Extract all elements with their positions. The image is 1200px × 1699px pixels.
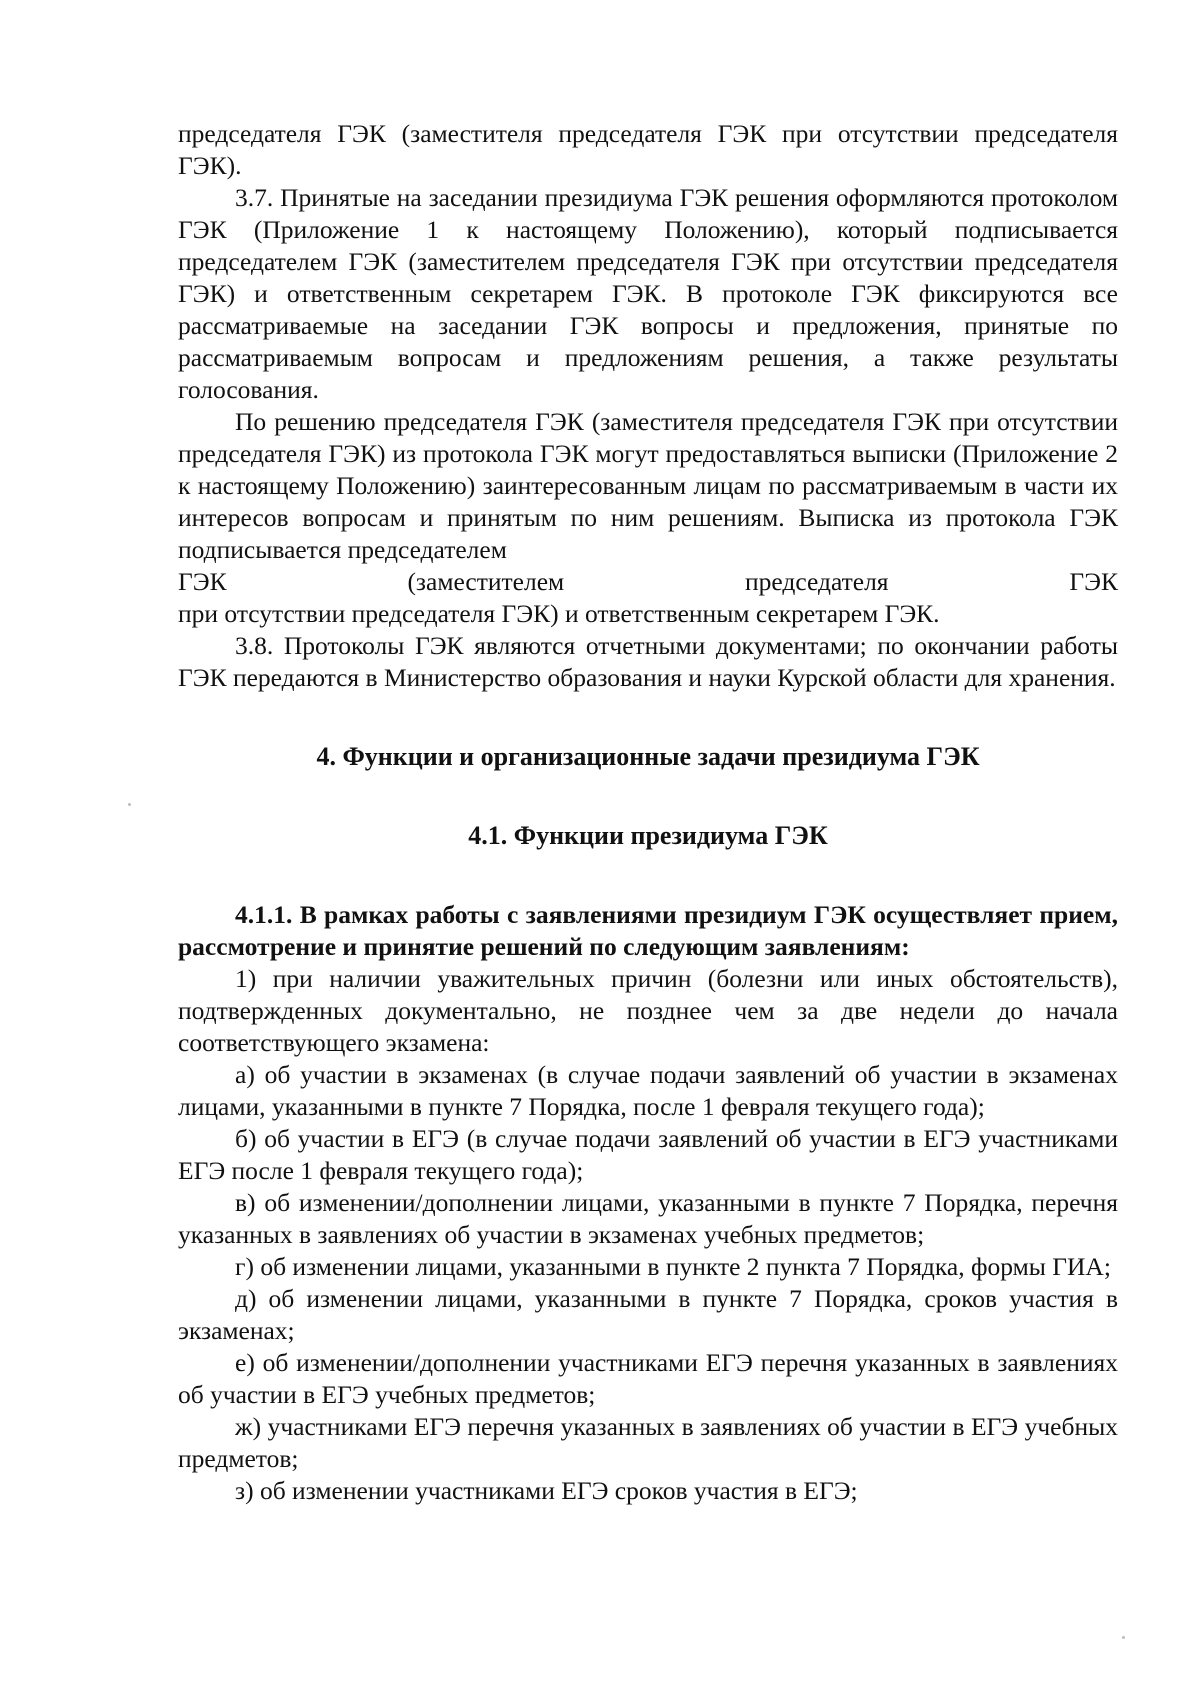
spread-word-3: председателя <box>745 567 889 596</box>
list-item-a: а) об участии в экзаменах (в случае подачи заявлений об участии в экзаменах лицами, указанными в пункте 7 Порядка, после 1 февраля текущего года); <box>178 1060 1118 1121</box>
section-title: 4. Функции и организационные задачи президиума ГЭК <box>316 742 980 771</box>
spread-line <box>178 566 1118 598</box>
paragraph-extracts-end: при отсутствии председателя ГЭК) и ответственным секретарем ГЭК. <box>178 599 940 628</box>
list-item-g: г) об изменении лицами, указанными в пункте 2 пункта 7 Порядка, формы ГИА; <box>235 1252 1111 1281</box>
list-item-zh: ж) участниками ЕГЭ перечня указанных в заявлениях об участии в ЕГЭ учебных предметов; <box>178 1412 1118 1473</box>
list-item-d: д) об изменении лицами, указанными в пункте 7 Порядка, сроков участия в экзаменах; <box>178 1284 1118 1345</box>
paragraph-3-7: 3.7. Принятые на заседании президиума ГЭК решения оформляются протоколом ГЭК (Приложение 1 к настоящему Положению), который подписывается председателем ГЭК (заместителем председателя ГЭК при отсутствии председателя ГЭК) и ответственным секретарем ГЭК. В протоколе ГЭК фиксируются все рассматриваемые на заседании ГЭК вопросы и предложения, принятые по рассматриваемым вопросам и предложениям решения, а также результаты голосования. <box>178 183 1118 404</box>
scan-speck <box>128 803 131 806</box>
paragraph-3-8: 3.8. Протоколы ГЭК являются отчетными документами; по окончании работы ГЭК передаются в Министерство образования и науки Курской области для хранения. <box>178 631 1118 692</box>
subsubsection-title: 4.1.1. В рамках работы с заявлениями президиум ГЭК осуществляет прием, рассмотрение и принятие решений по следующим заявлениям: <box>178 900 1118 961</box>
subsection-title: 4.1. Функции президиума ГЭК <box>468 821 828 850</box>
list-item-v: в) об изменении/дополнении лицами, указанными в пункте 7 Порядка, перечня указанных в заявлениях об участии в экзаменах учебных предметов; <box>178 1188 1118 1249</box>
list-item-b: б) об участии в ЕГЭ (в случае подачи заявлений об участии в ЕГЭ участниками ЕГЭ после 1 февраля текущего года); <box>178 1124 1118 1185</box>
spread-word-2: (заместителем <box>407 567 565 596</box>
list-item-e: е) об изменении/дополнении участниками ЕГЭ перечня указанных в заявлениях об участии в ЕГЭ учебных предметов; <box>178 1348 1118 1409</box>
paragraph-extracts: По решению председателя ГЭК (заместителя председателя ГЭК при отсутствии председателя ГЭК) из протокола ГЭК могут предоставляться выписки (Приложение 2 к настоящему Положению) заинтересованным лицам по рассматриваемым в части их интересов вопросам и принятым по ним решениям. Выписка из протокола ГЭК подписывается председателем <box>178 407 1118 564</box>
spread-word-4: ГЭК <box>1069 567 1118 596</box>
list-item-z: з) об изменении участниками ЕГЭ сроков участия в ЕГЭ; <box>235 1476 858 1505</box>
document-page <box>178 118 1118 1507</box>
spread-word-1: ГЭК <box>178 567 227 596</box>
scan-speck <box>1122 1636 1125 1639</box>
paragraph-continuation: председателя ГЭК (заместителя председателя ГЭК при отсутствии председателя ГЭК). <box>178 119 1118 180</box>
list-item-1: 1) при наличии уважительных причин (болезни или иных обстоятельств), подтвержденных документально, не позднее чем за две недели до начала соответствующего экзамена: <box>178 964 1118 1057</box>
